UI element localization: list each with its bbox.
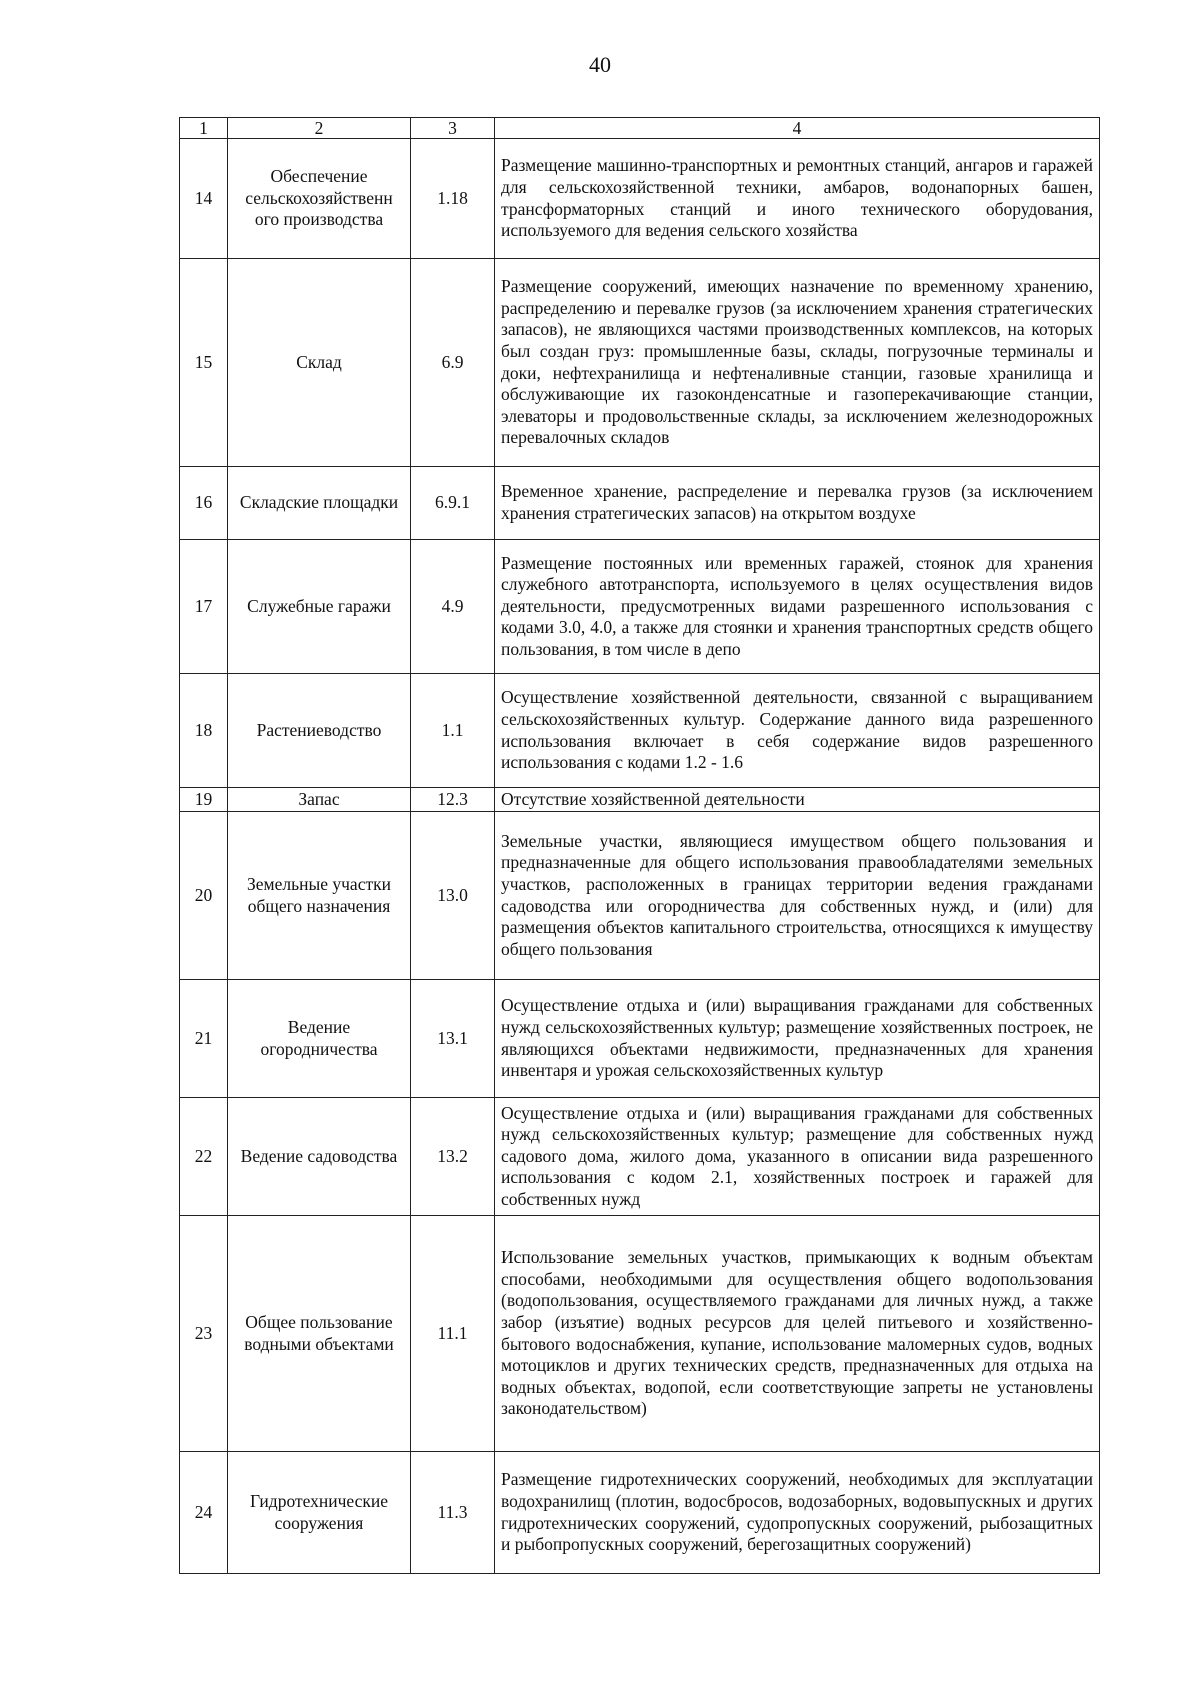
table-row: [180, 1098, 1100, 1216]
row-number: 18: [180, 674, 228, 788]
use-type-description: Земельные участки, являющиеся имуществом общего пользования и предназначенные для общего использования правообладателями земельных участков, расположенных в границах территории ведения гражданами садоводства или огородничества для собственных нужд, и (или) для размещения объектов капитального строительства, относящихся к имуществу общего пользования: [495, 812, 1100, 980]
use-type-code: 6.9: [411, 259, 495, 467]
table-row: [180, 788, 1100, 812]
use-type-code: 13.1: [411, 980, 495, 1098]
use-type-name: Ведение огородничества: [228, 980, 411, 1098]
row-number: 24: [180, 1452, 228, 1574]
use-type-description: Размещение гидротехнических сооружений, необходимых для эксплуатации водохранилищ (плотин, водосбросов, водозаборных, водовыпускных и других гидротехнических сооружений, судопропускных сооружений, рыбозащитных и рыбопропускных сооружений, берегозащитных сооружений): [495, 1452, 1100, 1574]
use-type-name: Общее пользование водными объектами: [228, 1216, 411, 1452]
use-type-name: Растениеводство: [228, 674, 411, 788]
header-cell: 2: [228, 118, 411, 139]
table-row: [180, 1216, 1100, 1452]
table-row: [180, 259, 1100, 467]
table-row: [180, 980, 1100, 1098]
table-row: [180, 1452, 1100, 1574]
land-use-table: [179, 117, 1100, 1574]
use-type-description: Осуществление отдыха и (или) выращивания гражданами для собственных нужд сельскохозяйственных культур; размещение для собственных нужд садового дома, жилого дома, указанного в описании вида разрешенного использования с кодом 2.1, хозяйственных построек и гаражей для собственных нужд: [495, 1098, 1100, 1216]
row-number: 23: [180, 1216, 228, 1452]
use-type-description: Размещение машинно-транспортных и ремонтных станций, ангаров и гаражей для сельскохозяйственной техники, амбаров, водонапорных башен, трансформаторных станций и иного технического оборудования, используемого для ведения сельского хозяйства: [495, 139, 1100, 259]
use-type-name: Служебные гаражи: [228, 540, 411, 674]
use-type-description: Отсутствие хозяйственной деятельности: [495, 788, 1100, 812]
page-number: 40: [589, 52, 611, 77]
row-number: 20: [180, 812, 228, 980]
use-type-description: Временное хранение, распределение и перевалка грузов (за исключением хранения стратегических запасов) на открытом воздухе: [495, 467, 1100, 540]
use-type-code: 11.3: [411, 1452, 495, 1574]
use-type-description: Размещение постоянных или временных гаражей, стоянок для хранения служебного автотранспорта, используемого в целях осуществления видов деятельности, предусмотренных видами разрешенного использования с кодами 3.0, 4.0, а также для стоянки и хранения транспортных средств общего пользования, в том числе в депо: [495, 540, 1100, 674]
use-type-code: 11.1: [411, 1216, 495, 1452]
header-cell: 1: [180, 118, 228, 139]
use-type-name: Склад: [228, 259, 411, 467]
use-type-name: Ведение садоводства: [228, 1098, 411, 1216]
use-type-name: Гидротехнические сооружения: [228, 1452, 411, 1574]
table-row: [180, 540, 1100, 674]
row-number: 21: [180, 980, 228, 1098]
use-type-code: 6.9.1: [411, 467, 495, 540]
use-type-name: Складские площадки: [228, 467, 411, 540]
row-number: 19: [180, 788, 228, 812]
table-row: [180, 812, 1100, 980]
row-number: 15: [180, 259, 228, 467]
use-type-description: Размещение сооружений, имеющих назначение по временному хранению, распределению и перевалке грузов (за исключением хранения стратегических запасов), не являющихся частями производственных комплексов, на которых был создан груз: промышленные базы, склады, погрузочные терминалы и доки, нефтехранилища и нефтеналивные станции, газовые хранилища и обслуживающие их газоконденсатные и газоперекачивающие станции, элеваторы и продовольственные склады, за исключением железнодорожных перевалочных складов: [495, 259, 1100, 467]
use-type-code: 1.1: [411, 674, 495, 788]
use-type-description: Осуществление хозяйственной деятельности, связанной с выращиванием сельскохозяйственных культур. Содержание данного вида разрешенного использования включает в себя содержание видов разрешенного использования с кодами 1.2 - 1.6: [495, 674, 1100, 788]
header-cell: 3: [411, 118, 495, 139]
row-number: 17: [180, 540, 228, 674]
use-type-code: 1.18: [411, 139, 495, 259]
table-header-row: [180, 118, 1100, 139]
use-type-code: 4.9: [411, 540, 495, 674]
use-type-code: 12.3: [411, 788, 495, 812]
row-number: 14: [180, 139, 228, 259]
header-cell: 4: [495, 118, 1100, 139]
use-type-name: Запас: [228, 788, 411, 812]
use-type-name: Обеспечение сельскохозяйственн ого производства: [228, 139, 411, 259]
row-number: 22: [180, 1098, 228, 1216]
table-row: [180, 139, 1100, 259]
table-row: [180, 467, 1100, 540]
table-row: [180, 674, 1100, 788]
use-type-description: Осуществление отдыха и (или) выращивания гражданами для собственных нужд сельскохозяйственных культур; размещение хозяйственных построек, не являющихся объектами недвижимости, предназначенных для хранения инвентаря и урожая сельскохозяйственных культур: [495, 980, 1100, 1098]
use-type-code: 13.2: [411, 1098, 495, 1216]
use-type-name: Земельные участки общего назначения: [228, 812, 411, 980]
use-type-code: 13.0: [411, 812, 495, 980]
use-type-description: Использование земельных участков, примыкающих к водным объектам способами, необходимыми для осуществления общего водопользования (водопользования, осуществляемого гражданами для личных нужд, а также забор (изъятие) водных ресурсов для целей питьевого и хозяйственно-бытового водоснабжения, купание, использование маломерных судов, водных мотоциклов и других технических средств, предназначенных для отдыха на водных объектах, водопой, если соответствующие запреты не установлены законодательством): [495, 1216, 1100, 1452]
row-number: 16: [180, 467, 228, 540]
